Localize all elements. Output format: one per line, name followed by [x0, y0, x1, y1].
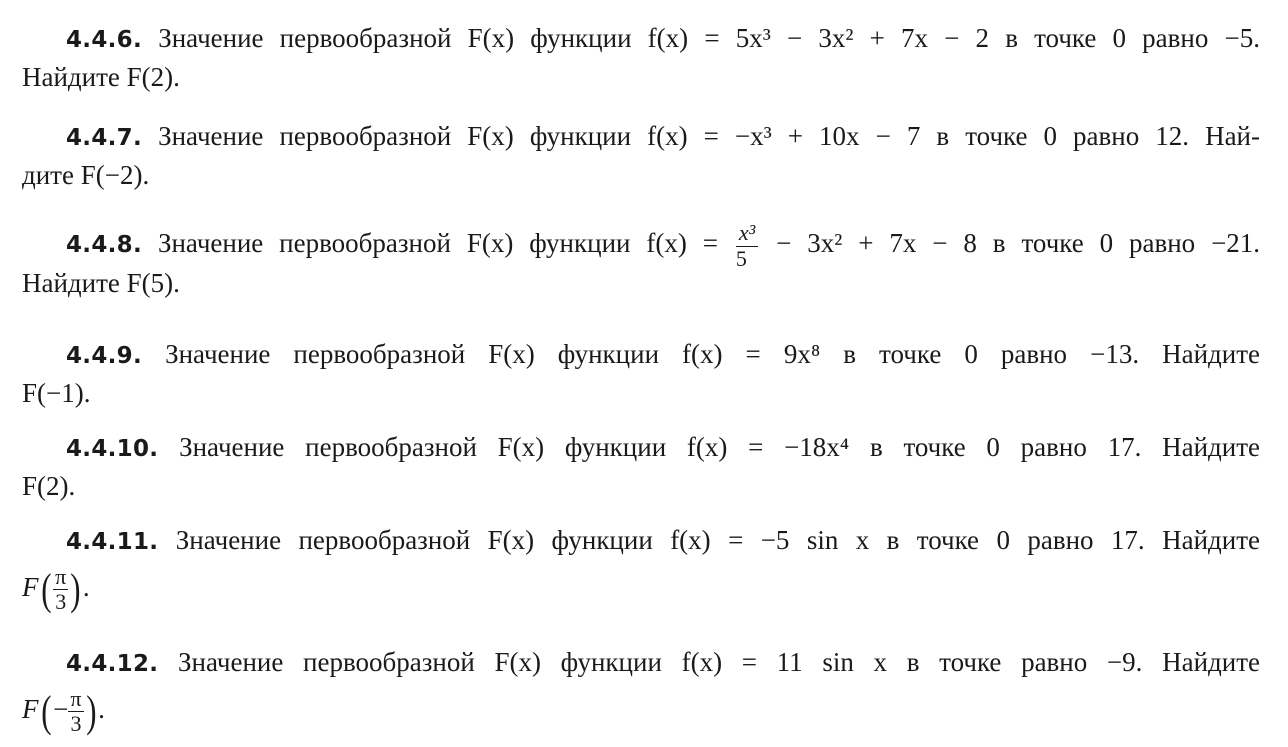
minus-sign: − — [53, 694, 69, 724]
fraction — [53, 566, 68, 613]
problem-number: 4.4.12. — [66, 651, 159, 677]
problem-4-4-10 — [22, 429, 1260, 505]
fraction-numerator: π — [70, 686, 82, 712]
problem-line-2 — [22, 683, 1260, 735]
problem-text: Значение первообразной F(x) функции f(x) = −5 sin x в точке 0 равно 17. Найдите — [175, 525, 1260, 555]
problem-4-4-8 — [22, 217, 1260, 302]
problem-line-1 — [22, 118, 1260, 157]
problem-4-4-7 — [22, 118, 1260, 194]
problem-text-continued: − 3x² + 7x − 8 в точке 0 равно −21. — [776, 228, 1261, 258]
problem-4-4-6 — [22, 20, 1260, 96]
problem-number: 4.4.10. — [66, 436, 159, 462]
left-paren: ( — [40, 686, 51, 736]
problem-text: Значение первообразной F(x) функции f(x) = −x³ + 10x − 7 в точке 0 равно 12. Най- — [158, 121, 1260, 151]
fraction-numerator: π — [55, 564, 67, 590]
period: . — [82, 572, 90, 602]
problem-line-2 — [22, 561, 1260, 613]
fraction-denominator: 5 — [735, 245, 747, 271]
problem-line-2: F(−1). — [22, 378, 91, 408]
fraction-numerator: x³ — [736, 222, 758, 247]
problem-4-4-9 — [22, 336, 1260, 412]
problem-line-2: F(2). — [22, 471, 76, 501]
fraction-denominator: 3 — [55, 589, 67, 615]
problem-line-1 — [22, 217, 1260, 271]
function-name: F — [22, 572, 39, 602]
problem-line-1 — [22, 336, 1260, 375]
fraction — [68, 688, 83, 735]
fraction-denominator: 3 — [70, 711, 82, 737]
problem-4-4-12 — [22, 644, 1260, 735]
problem-line-2: Найдите F(5). — [22, 268, 180, 298]
right-paren: ) — [85, 686, 96, 736]
problem-line-1 — [22, 20, 1260, 59]
problem-line-1 — [22, 644, 1260, 683]
problem-number: 4.4.8. — [66, 232, 143, 258]
problem-text: Значение первообразной F(x) функции f(x) = −18x⁴ в точке 0 равно 17. Найдите — [179, 432, 1260, 462]
function-name: F — [22, 694, 39, 724]
problem-text: Значение первообразной F(x) функции f(x) = 11 sin x в точке равно −9. Найдите — [178, 647, 1260, 677]
left-paren: ( — [40, 564, 51, 614]
problem-line-2: дите F(−2). — [22, 160, 150, 190]
problem-number: 4.4.6. — [66, 27, 143, 53]
problem-text: Значение первообразной F(x) функции f(x) = 5x³ − 3x² + 7x − 2 в точке 0 равно −5. — [158, 23, 1261, 53]
problem-line-2: Найдите F(2). — [22, 62, 180, 92]
right-paren: ) — [70, 564, 81, 614]
problem-line-1 — [22, 522, 1260, 561]
problem-text: Значение первообразной F(x) функции f(x) = — [157, 228, 718, 258]
problem-line-1 — [22, 429, 1260, 468]
problem-text: Значение первообразной F(x) функции f(x) = 9x⁸ в точке 0 равно −13. Найдите — [165, 339, 1260, 369]
period: . — [98, 694, 105, 724]
problem-number: 4.4.11. — [66, 529, 159, 555]
problem-number: 4.4.7. — [66, 125, 143, 151]
fraction — [735, 219, 758, 271]
problem-number: 4.4.9. — [66, 343, 143, 369]
problem-4-4-11 — [22, 522, 1260, 613]
